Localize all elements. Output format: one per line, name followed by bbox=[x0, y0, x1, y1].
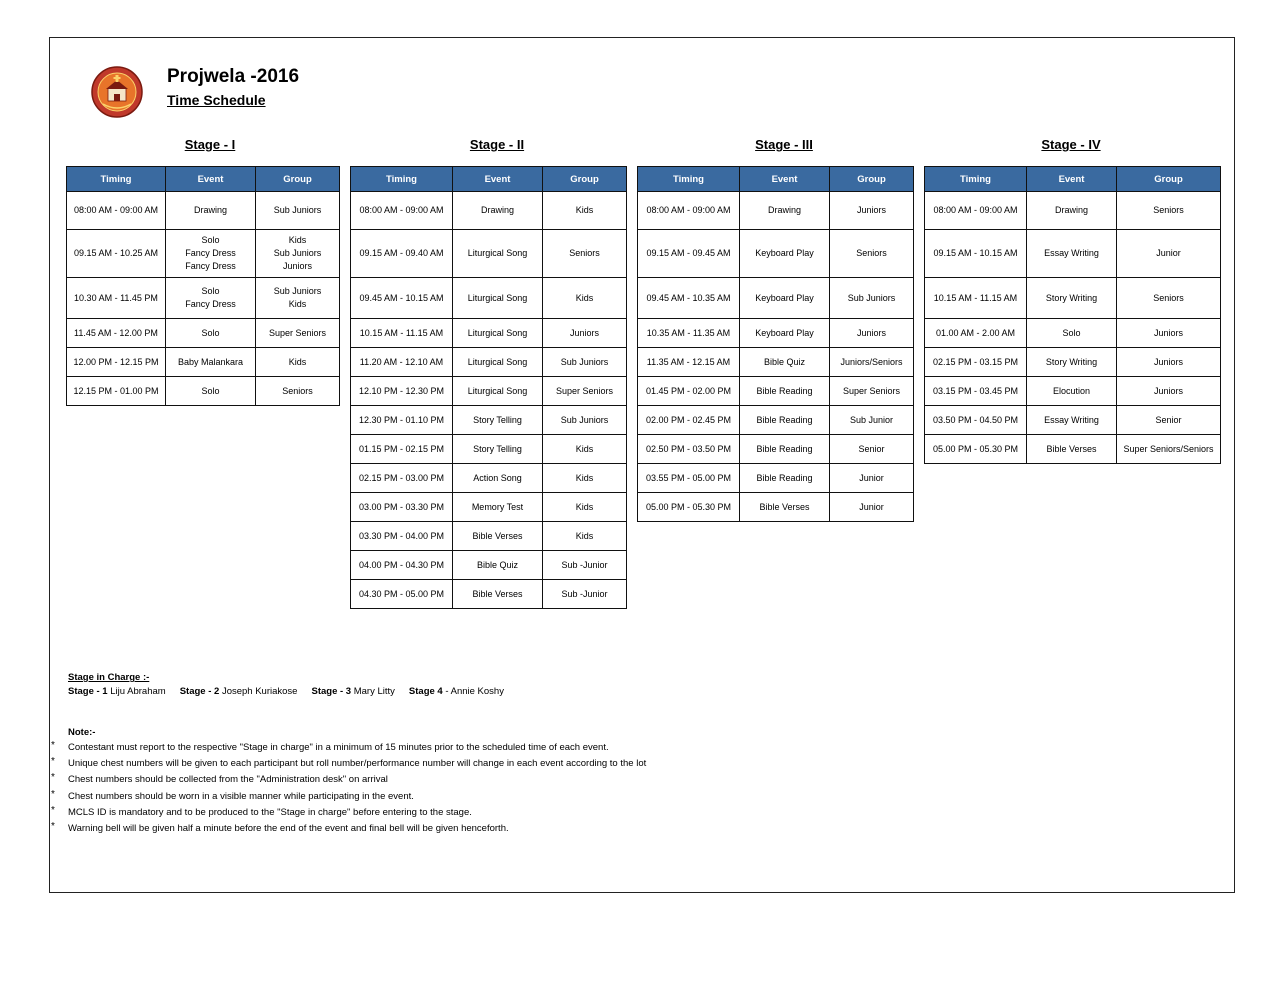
timing-cell: 03.15 PM - 03.45 PM bbox=[925, 377, 1027, 406]
event-cell: Bible Reading bbox=[740, 406, 830, 435]
table-row bbox=[67, 278, 340, 319]
group-cell: Kids bbox=[543, 278, 627, 319]
table-row bbox=[925, 348, 1221, 377]
timing-cell: 03.00 PM - 03.30 PM bbox=[351, 493, 453, 522]
table-row bbox=[351, 580, 627, 609]
event-cell: Liturgical Song bbox=[453, 377, 543, 406]
event-cell: Action Song bbox=[453, 464, 543, 493]
table-row bbox=[638, 406, 914, 435]
table-row bbox=[925, 278, 1221, 319]
table-row bbox=[351, 278, 627, 319]
bullet-star-icon: * bbox=[51, 820, 55, 832]
group-cell: Senior bbox=[1117, 406, 1221, 435]
page-subtitle: Time Schedule bbox=[167, 92, 266, 108]
event-cell: Solo bbox=[166, 377, 256, 406]
group-cell: Kids bbox=[543, 464, 627, 493]
event-cell: Story Telling bbox=[453, 406, 543, 435]
timing-cell: 04.00 PM - 04.30 PM bbox=[351, 551, 453, 580]
event-cell: Liturgical Song bbox=[453, 348, 543, 377]
group-cell: Junior bbox=[1117, 230, 1221, 278]
group-cell: Sub Juniors bbox=[543, 406, 627, 435]
table-row bbox=[638, 348, 914, 377]
timing-cell: 09.15 AM - 10.15 AM bbox=[925, 230, 1027, 278]
stage-in-charge-section bbox=[68, 672, 504, 697]
stage-in-charge-entry bbox=[311, 686, 394, 697]
table-row bbox=[67, 230, 340, 278]
table-row bbox=[925, 319, 1221, 348]
event-cell: Drawing bbox=[1027, 192, 1117, 230]
timing-cell: 01.45 PM - 02.00 PM bbox=[638, 377, 740, 406]
event-cell: Drawing bbox=[453, 192, 543, 230]
group-cell: Super Seniors bbox=[830, 377, 914, 406]
timing-cell: 02.15 PM - 03.00 PM bbox=[351, 464, 453, 493]
event-cell: Bible Verses bbox=[740, 493, 830, 522]
page-title: Projwela -2016 bbox=[167, 66, 300, 87]
timing-cell: 03.55 PM - 05.00 PM bbox=[638, 464, 740, 493]
timing-cell: 10.15 AM - 11.15 AM bbox=[925, 278, 1027, 319]
notes-heading: Note:- bbox=[68, 727, 96, 738]
timing-cell: 08:00 AM - 09:00 AM bbox=[925, 192, 1027, 230]
table-row bbox=[67, 377, 340, 406]
table-row bbox=[351, 551, 627, 580]
stage-in-charge-name: Joseph Kuriakose bbox=[219, 686, 298, 697]
event-cell: Bible Verses bbox=[453, 522, 543, 551]
note-text: Warning bell will be given half a minute before the end of the event and final bell will be given henceforth. bbox=[68, 822, 509, 834]
group-cell: Juniors/Seniors bbox=[830, 348, 914, 377]
event-cell: Bible Quiz bbox=[453, 551, 543, 580]
event-cell: Essay Writing bbox=[1027, 406, 1117, 435]
note-item bbox=[51, 788, 646, 806]
bullet-star-icon: * bbox=[51, 756, 55, 768]
table-row bbox=[638, 230, 914, 278]
column-header-group: Group bbox=[830, 167, 914, 192]
stage-in-charge-name: Liju Abraham bbox=[107, 686, 166, 697]
timing-cell: 09.15 AM - 09.45 AM bbox=[638, 230, 740, 278]
group-cell: Juniors bbox=[543, 319, 627, 348]
bullet-star-icon: * bbox=[51, 740, 55, 751]
table-row bbox=[351, 348, 627, 377]
group-cell: Juniors bbox=[1117, 348, 1221, 377]
group-cell: Sub -Junior bbox=[543, 551, 627, 580]
timing-cell: 04.30 PM - 05.00 PM bbox=[351, 580, 453, 609]
timing-cell: 09.15 AM - 10.25 AM bbox=[67, 230, 166, 278]
note-text: Chest numbers should be worn in a visible manner while participating in the event. bbox=[68, 790, 414, 802]
table-row bbox=[351, 464, 627, 493]
group-cell: Junior bbox=[830, 464, 914, 493]
event-cell: Baby Malankara bbox=[166, 348, 256, 377]
timing-cell: 01.00 AM - 2.00 AM bbox=[925, 319, 1027, 348]
table-row bbox=[67, 348, 340, 377]
table-row bbox=[67, 192, 340, 230]
column-header-group: Group bbox=[1117, 167, 1221, 192]
note-text: MCLS ID is mandatory and to be produced to the "Stage in charge" before entering to the stage. bbox=[68, 806, 472, 818]
stage-in-charge-label: Stage - 2 bbox=[179, 686, 220, 697]
column-header-event: Event bbox=[166, 167, 256, 192]
table-row bbox=[925, 435, 1221, 464]
group-cell: Junior bbox=[830, 493, 914, 522]
timing-cell: 12.00 PM - 12.15 PM bbox=[67, 348, 166, 377]
stage-title-4: Stage - IV bbox=[1041, 137, 1101, 152]
event-cell: Bible Reading bbox=[740, 377, 830, 406]
column-header-timing: Timing bbox=[67, 167, 166, 192]
table-row bbox=[351, 493, 627, 522]
event-cell: Liturgical Song bbox=[453, 319, 543, 348]
table-row bbox=[67, 319, 340, 348]
group-cell: Sub Juniors bbox=[256, 192, 340, 230]
bullet-star-icon: * bbox=[51, 788, 55, 800]
table-header-row bbox=[638, 167, 914, 192]
event-cell: Bible Reading bbox=[740, 464, 830, 493]
schedule-table-stage-1 bbox=[66, 166, 340, 406]
group-cell: Seniors bbox=[1117, 192, 1221, 230]
event-cell: Keyboard Play bbox=[740, 278, 830, 319]
event-cell: Solo bbox=[1027, 319, 1117, 348]
stage-in-charge-entry bbox=[409, 686, 504, 697]
timing-cell: 10.35 AM - 11.35 AM bbox=[638, 319, 740, 348]
group-cell: Super Seniors bbox=[256, 319, 340, 348]
group-cell: Kids bbox=[543, 435, 627, 464]
table-row bbox=[351, 192, 627, 230]
group-cell: Sub Junior bbox=[830, 406, 914, 435]
timing-cell: 08:00 AM - 09:00 AM bbox=[351, 192, 453, 230]
group-cell: Juniors bbox=[830, 192, 914, 230]
column-header-event: Event bbox=[740, 167, 830, 192]
timing-cell: 05.00 PM - 05.30 PM bbox=[638, 493, 740, 522]
column-header-timing: Timing bbox=[351, 167, 453, 192]
stage-in-charge-entry bbox=[68, 686, 166, 697]
timing-cell: 03.30 PM - 04.00 PM bbox=[351, 522, 453, 551]
timing-cell: 05.00 PM - 05.30 PM bbox=[925, 435, 1027, 464]
group-cell: Super Seniors/Seniors bbox=[1117, 435, 1221, 464]
timing-cell: 08:00 AM - 09:00 AM bbox=[67, 192, 166, 230]
event-cell: Solo Fancy Dress bbox=[166, 278, 256, 319]
group-cell: Juniors bbox=[1117, 377, 1221, 406]
table-row bbox=[351, 319, 627, 348]
note-text: Unique chest numbers will be given to each participant but roll number/performance number will change in each event according to the lot bbox=[68, 758, 647, 770]
stage-in-charge-label: Stage 4 bbox=[408, 686, 443, 697]
column-header-timing: Timing bbox=[925, 167, 1027, 192]
schedule-table-stage-2 bbox=[350, 166, 627, 609]
event-cell: Solo bbox=[166, 319, 256, 348]
event-cell: Story Writing bbox=[1027, 348, 1117, 377]
timing-cell: 01.15 PM - 02.15 PM bbox=[351, 435, 453, 464]
group-cell: Senior bbox=[830, 435, 914, 464]
timing-cell: 08:00 AM - 09:00 AM bbox=[638, 192, 740, 230]
table-row bbox=[638, 377, 914, 406]
timing-cell: 11.35 AM - 12.15 AM bbox=[638, 348, 740, 377]
note-item bbox=[51, 804, 646, 822]
note-text: Contestant must report to the respective "Stage in charge" in a minimum of 15 minutes prior to the scheduled time of each event. bbox=[68, 742, 609, 753]
timing-cell: 09.45 AM - 10.35 AM bbox=[638, 278, 740, 319]
table-header-row bbox=[351, 167, 627, 192]
timing-cell: 11.45 AM - 12.00 PM bbox=[67, 319, 166, 348]
group-cell: Sub Juniors Kids bbox=[256, 278, 340, 319]
note-item bbox=[51, 740, 646, 757]
table-header-row bbox=[67, 167, 340, 192]
timing-cell: 02.00 PM - 02.45 PM bbox=[638, 406, 740, 435]
event-cell: Story Telling bbox=[453, 435, 543, 464]
event-cell: Bible Verses bbox=[1027, 435, 1117, 464]
note-item bbox=[51, 772, 646, 789]
table-row bbox=[925, 377, 1221, 406]
timing-cell: 02.50 PM - 03.50 PM bbox=[638, 435, 740, 464]
table-row bbox=[351, 522, 627, 551]
note-item bbox=[51, 820, 646, 838]
group-cell: Seniors bbox=[256, 377, 340, 406]
group-cell: Sub Juniors bbox=[830, 278, 914, 319]
stage-title-1: Stage - I bbox=[184, 137, 236, 152]
note-item bbox=[51, 756, 647, 773]
stage-in-charge-name: Mary Litty bbox=[351, 686, 395, 697]
table-row bbox=[638, 464, 914, 493]
group-cell: Juniors bbox=[830, 319, 914, 348]
stage-in-charge-name: - Annie Koshy bbox=[442, 686, 504, 697]
group-cell: Juniors bbox=[1117, 319, 1221, 348]
event-cell: Liturgical Song bbox=[453, 278, 543, 319]
table-row bbox=[351, 435, 627, 464]
table-row bbox=[638, 278, 914, 319]
event-cell: Keyboard Play bbox=[740, 319, 830, 348]
notes-section bbox=[51, 727, 647, 838]
group-cell: Kids bbox=[543, 192, 627, 230]
table-row bbox=[638, 435, 914, 464]
bullet-star-icon: * bbox=[51, 772, 55, 784]
table-row bbox=[925, 230, 1221, 278]
table-row bbox=[638, 319, 914, 348]
schedule-table-stage-3 bbox=[637, 166, 914, 522]
event-cell: Essay Writing bbox=[1027, 230, 1117, 278]
timing-cell: 09.15 AM - 09.40 AM bbox=[351, 230, 453, 278]
column-header-group: Group bbox=[256, 167, 340, 192]
column-header-timing: Timing bbox=[638, 167, 740, 192]
group-cell: Sub Juniors bbox=[543, 348, 627, 377]
stage-in-charge-entry bbox=[180, 686, 298, 697]
table-row bbox=[638, 493, 914, 522]
group-cell: Kids Sub Juniors Juniors bbox=[256, 230, 340, 278]
event-cell: Keyboard Play bbox=[740, 230, 830, 278]
event-cell: Memory Test bbox=[453, 493, 543, 522]
timing-cell: 09.45 AM - 10.15 AM bbox=[351, 278, 453, 319]
table-row bbox=[351, 230, 627, 278]
column-header-group: Group bbox=[543, 167, 627, 192]
group-cell: Kids bbox=[256, 348, 340, 377]
timing-cell: 10.15 AM - 11.15 AM bbox=[351, 319, 453, 348]
table-row bbox=[638, 192, 914, 230]
stage-in-charge-label: Stage - 3 bbox=[311, 686, 352, 697]
timing-cell: 12.30 PM - 01.10 PM bbox=[351, 406, 453, 435]
event-cell: Elocution bbox=[1027, 377, 1117, 406]
bullet-star-icon: * bbox=[51, 804, 55, 816]
group-cell: Seniors bbox=[543, 230, 627, 278]
note-text: Chest numbers should be collected from the "Administration desk" on arrival bbox=[68, 774, 388, 786]
stage-title-2: Stage - II bbox=[469, 137, 525, 152]
column-header-event: Event bbox=[453, 167, 543, 192]
event-cell: Story Writing bbox=[1027, 278, 1117, 319]
event-cell: Bible Verses bbox=[453, 580, 543, 609]
timing-cell: 03.50 PM - 04.50 PM bbox=[925, 406, 1027, 435]
schedule-table-stage-4 bbox=[924, 166, 1221, 464]
timing-cell: 10.30 AM - 11.45 PM bbox=[67, 278, 166, 319]
stage-in-charge-label: Stage - 1 bbox=[68, 686, 108, 697]
stage-title-3: Stage - III bbox=[755, 137, 813, 152]
group-cell: Seniors bbox=[1117, 278, 1221, 319]
timing-cell: 12.10 PM - 12.30 PM bbox=[351, 377, 453, 406]
event-cell: Drawing bbox=[166, 192, 256, 230]
event-cell: Liturgical Song bbox=[453, 230, 543, 278]
event-cell: Solo Fancy Dress Fancy Dress bbox=[166, 230, 256, 278]
group-cell: Seniors bbox=[830, 230, 914, 278]
timing-cell: 11.20 AM - 12.10 AM bbox=[351, 348, 453, 377]
group-cell: Kids bbox=[543, 493, 627, 522]
event-cell: Bible Reading bbox=[740, 435, 830, 464]
table-row bbox=[351, 377, 627, 406]
group-cell: Super Seniors bbox=[543, 377, 627, 406]
table-row bbox=[351, 406, 627, 435]
event-cell: Bible Quiz bbox=[740, 348, 830, 377]
table-row bbox=[925, 406, 1221, 435]
table-header-row bbox=[925, 167, 1221, 192]
organization-logo bbox=[91, 66, 143, 118]
timing-cell: 02.15 PM - 03.15 PM bbox=[925, 348, 1027, 377]
group-cell: Sub -Junior bbox=[543, 580, 627, 609]
timing-cell: 12.15 PM - 01.00 PM bbox=[67, 377, 166, 406]
event-cell: Drawing bbox=[740, 192, 830, 230]
column-header-event: Event bbox=[1027, 167, 1117, 192]
table-row bbox=[925, 192, 1221, 230]
stage-in-charge-heading: Stage in Charge :- bbox=[68, 672, 150, 683]
group-cell: Kids bbox=[543, 522, 627, 551]
